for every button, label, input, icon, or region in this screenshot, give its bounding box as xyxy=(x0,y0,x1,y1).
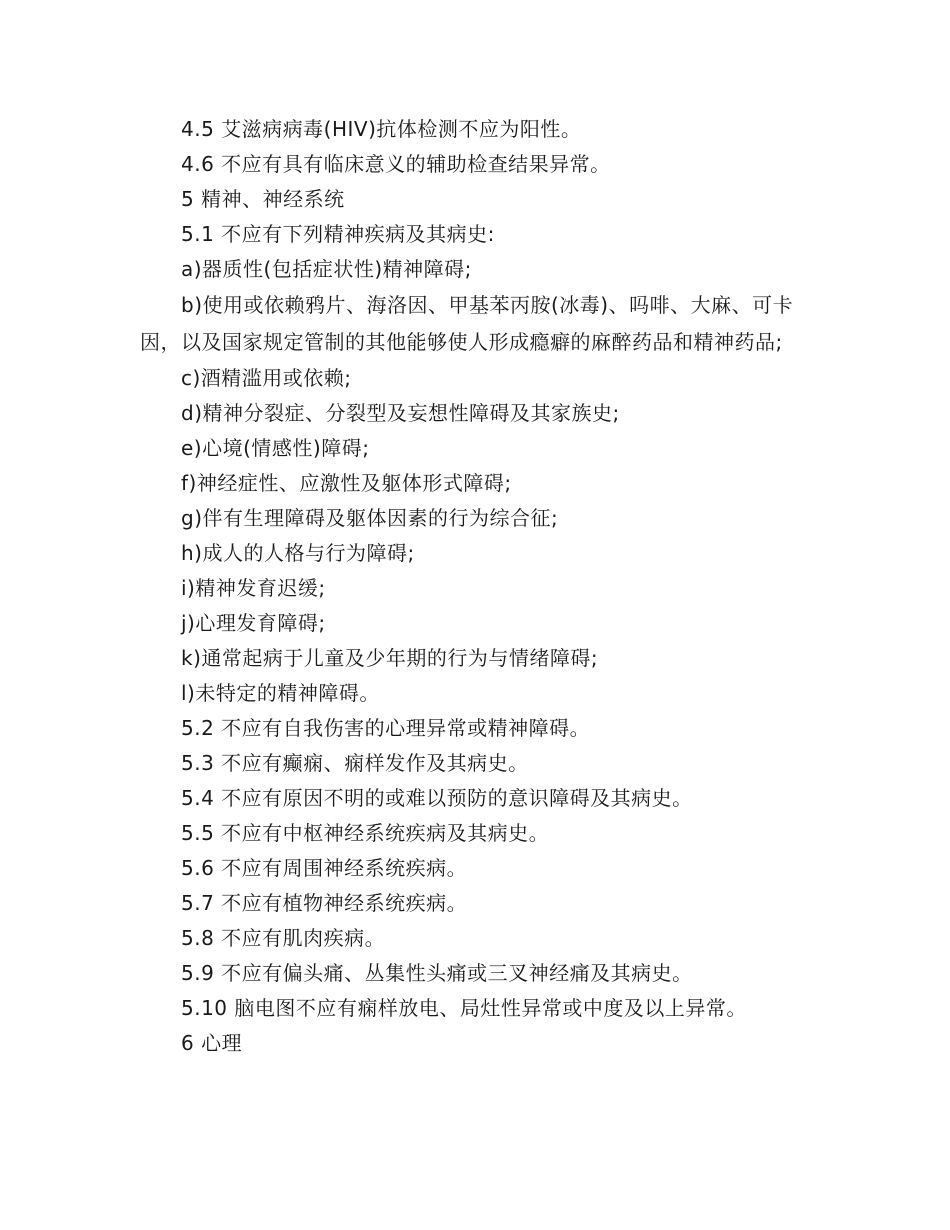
text-line-5-10: 5.10 脑电图不应有痫样放电、局灶性异常或中度及以上异常。 xyxy=(181,996,747,1020)
list-item-d: d)精神分裂症、分裂型及妄想性障碍及其家族史; xyxy=(181,401,620,425)
text-line-5-5: 5.5 不应有中枢神经系统疾病及其病史。 xyxy=(181,821,550,845)
document-body xyxy=(140,112,820,1061)
section-heading-6: 6 心理 xyxy=(181,1031,243,1055)
text-line-5-4: 5.4 不应有原因不明的或难以预防的意识障碍及其病史。 xyxy=(181,786,693,810)
list-item-h: h)成人的人格与行为障碍; xyxy=(181,541,415,565)
list-item-e: e)心境(情感性)障碍; xyxy=(181,436,370,460)
list-item-c: c)酒精滥用或依赖; xyxy=(181,366,352,390)
text-line-5-1: 5.1 不应有下列精神疾病及其病史: xyxy=(181,222,495,246)
list-item-l: l)未特定的精神障碍。 xyxy=(181,681,380,705)
text-line-4-5: 4.5 艾滋病病毒(HIV)抗体检测不应为阳性。 xyxy=(181,117,582,141)
list-item-b: b)使用或依赖鸦片、海洛因、甲基苯丙胺(冰毒)、吗啡、大麻、可卡因，以及国家规定管制的其他能够使人形成瘾癖的麻醉药品和精神药品; xyxy=(140,293,794,354)
list-item-g: g)伴有生理障碍及躯体因素的行为综合征; xyxy=(181,506,559,530)
list-item-j: j)心理发育障碍; xyxy=(181,611,326,635)
list-item-i: i)精神发育迟缓; xyxy=(181,576,326,600)
text-line-5-9: 5.9 不应有偏头痛、丛集性头痛或三叉神经痛及其病史。 xyxy=(181,961,693,985)
text-line-4-6: 4.6 不应有具有临床意义的辅助检查结果异常。 xyxy=(181,152,611,176)
text-line-5-2: 5.2 不应有自我伤害的心理异常或精神障碍。 xyxy=(181,716,591,740)
section-heading-5: 5 精神、神经系统 xyxy=(181,187,345,211)
list-item-f: f)神经症性、应激性及躯体形式障碍; xyxy=(181,471,512,495)
list-item-k: k)通常起病于儿童及少年期的行为与情绪障碍; xyxy=(181,646,599,670)
text-line-5-8: 5.8 不应有肌肉疾病。 xyxy=(181,926,386,950)
text-line-5-6: 5.6 不应有周围神经系统疾病。 xyxy=(181,856,468,880)
text-line-5-7: 5.7 不应有植物神经系统疾病。 xyxy=(181,891,468,915)
text-line-5-3: 5.3 不应有癫痫、痫样发作及其病史。 xyxy=(181,751,529,775)
list-item-a: a)器质性(包括症状性)精神障碍; xyxy=(181,257,472,281)
